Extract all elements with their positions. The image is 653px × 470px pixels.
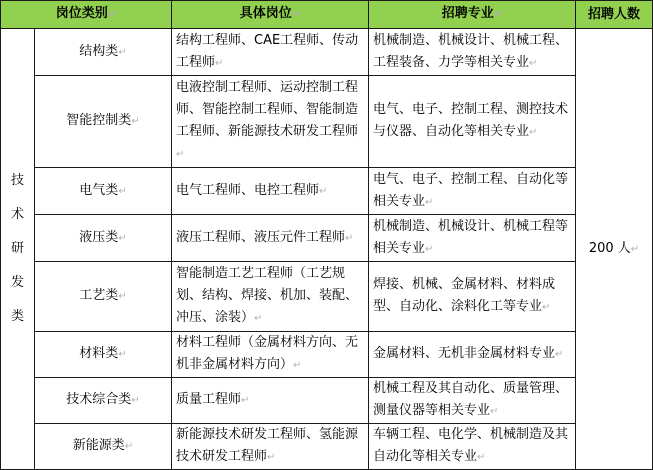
header-count: 招聘人数 (576, 1, 653, 29)
category-cell: 结构类 ↵ (35, 29, 172, 76)
major-cell: 机械制造、机械设计、机械工程等相关专业 ↵ (369, 215, 576, 262)
category-cell: 技术综合类 ↵ (35, 378, 172, 424)
table-row (1, 168, 653, 215)
position-cell: 电液控制工程师、运动控制工程师、智能控制工程师、智能制造工程师、新能源技术研发工程师 ↵ (172, 76, 369, 168)
table-row (1, 76, 653, 168)
table-row (1, 262, 653, 332)
position-cell: 质量工程师 ↵ (172, 378, 369, 424)
position-cell: 液压工程师、液压元件工程师 ↵ (172, 215, 369, 262)
group-cell (1, 29, 35, 470)
category-cell: 工艺类 ↵ (35, 262, 172, 332)
table-row (1, 378, 653, 424)
major-cell: 焊接、机械、金属材料、材料成型、自动化、涂料化工等专业 ↵ (369, 262, 576, 332)
category-cell: 电气类 ↵ (35, 168, 172, 215)
table-row (1, 424, 653, 470)
position-cell: 结构工程师、CAE工程师、传动工程师 ↵ (172, 29, 369, 76)
position-cell: 新能源技术研发工程师、氢能源技术研发工程师 ↵ (172, 424, 369, 470)
major-cell: 金属材料、无机非金属材料专业 ↵ (369, 332, 576, 378)
category-cell: 新能源类 ↵ (35, 424, 172, 470)
position-cell: 电气工程师、电控工程师 ↵ (172, 168, 369, 215)
table-row (1, 215, 653, 262)
table-row (1, 332, 653, 378)
major-cell: 机械工程及其自动化、质量管理、测量仪器等相关专业 ↵ (369, 378, 576, 424)
major-cell: 电气、电子、控制工程、自动化等相关专业 ↵ (369, 168, 576, 215)
category-cell: 材料类 ↵ (35, 332, 172, 378)
header-major: 招聘专业 ↵ (369, 1, 576, 29)
major-cell: 机械制造、机械设计、机械工程、工程装备、力学等相关专业 ↵ (369, 29, 576, 76)
category-cell: 智能控制类 ↵ (35, 76, 172, 168)
header-category: 岗位类别 ↵ (1, 1, 172, 29)
header-position: 具体岗位 ↵ (172, 1, 369, 29)
position-cell: 智能制造工艺工程师（工艺规划、结构、焊接、机加、装配、冲压、涂装） ↵ (172, 262, 369, 332)
major-cell: 车辆工程、电化学、机械制造及其自动化等相关专业 ↵ (369, 424, 576, 470)
category-cell: 液压类 ↵ (35, 215, 172, 262)
major-cell: 电气、电子、控制工程、测控技术与仪器、自动化等相关专业 ↵ (369, 76, 576, 168)
group-label: 技术研发类 (10, 173, 24, 324)
position-cell: 材料工程师（金属材料方向、无机非金属材料方向） ↵ (172, 332, 369, 378)
count-cell: 200 人 ↵ (576, 29, 653, 470)
header-row (1, 1, 653, 29)
table-row (1, 29, 653, 76)
